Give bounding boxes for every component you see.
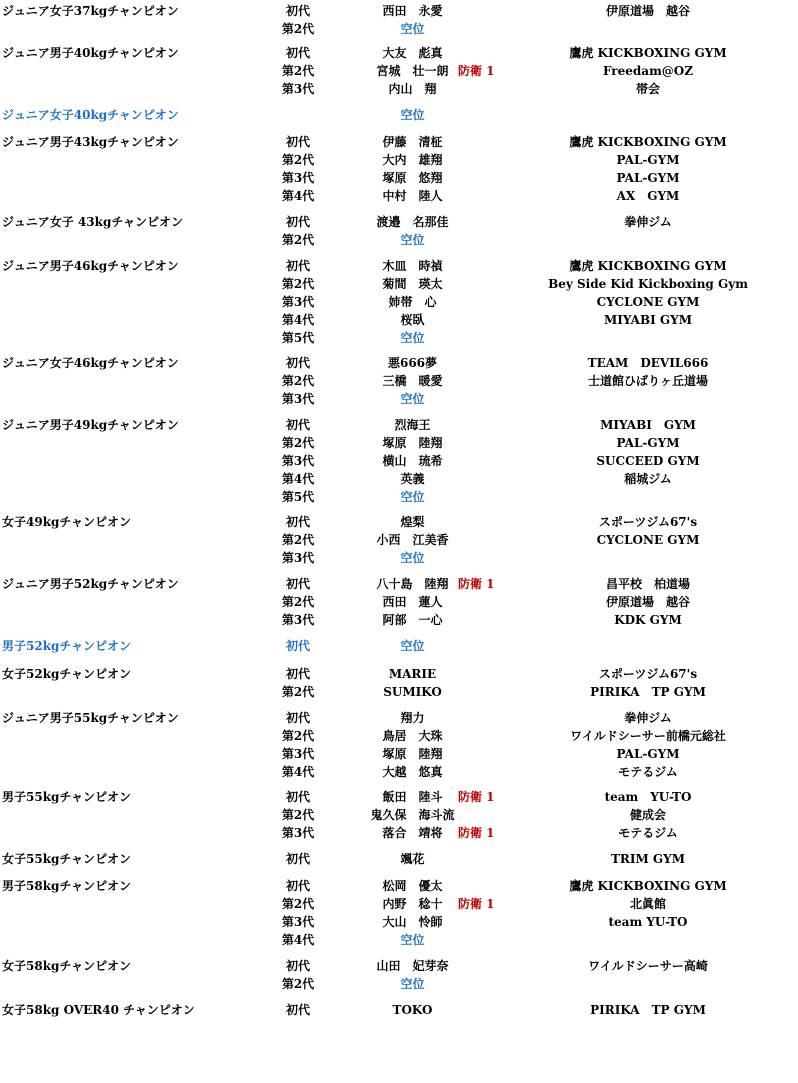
champion-name: 西田 永愛: [382, 4, 443, 18]
champion-name: 悪666夢: [387, 356, 438, 370]
champion-name: 飯田 陸斗: [382, 790, 443, 804]
champion-name: 英義: [400, 472, 425, 486]
gym-name: PAL-GYM: [616, 436, 680, 450]
gym-name: 鷹虎 KICKBOXING GYM: [569, 879, 727, 893]
generation-label: 第3代: [281, 171, 315, 185]
gym-name: 健成会: [629, 808, 666, 822]
champion-row: [0, 806, 798, 824]
division-title: ジュニア男子40kgチャンピオン: [2, 46, 179, 60]
gym-name: モテるジム: [618, 826, 678, 840]
gym-name: Bey Side Kid Kickboxing Gym: [548, 277, 748, 291]
champion-row: [0, 895, 798, 913]
division-block: [0, 257, 798, 347]
division-block: [0, 213, 798, 249]
division-block: [0, 637, 798, 655]
generation-label: 第4代: [281, 313, 315, 327]
generation-label: 第2代: [281, 808, 315, 822]
champion-name: 小西 江美香: [376, 533, 449, 547]
generation-label: 初代: [285, 790, 310, 804]
gym-name: team YU-TO: [604, 790, 692, 804]
champion-name: 颯花: [400, 852, 425, 866]
division-title: 男子52kgチャンピオン: [2, 639, 132, 653]
division-title: 女子58kg OVER40 チャンピオン: [2, 1003, 195, 1017]
champion-row: [0, 44, 798, 62]
champion-row: [0, 213, 798, 231]
generation-label: 初代: [285, 959, 310, 973]
vacant-label: 空位: [400, 639, 425, 653]
gym-name: 鷹虎 KICKBOXING GYM: [569, 46, 727, 60]
generation-label: 第2代: [281, 685, 315, 699]
champion-row: [0, 683, 798, 701]
generation-label: 第3代: [281, 454, 315, 468]
division-block: [0, 44, 798, 98]
division-title: ジュニア女子46kgチャンピオン: [2, 356, 179, 370]
gym-name: スポーツジム67's: [598, 667, 698, 681]
defense-count: 防衛 1: [458, 577, 495, 591]
generation-label: 初代: [285, 667, 310, 681]
gym-name: PAL-GYM: [616, 747, 680, 761]
division-block: [0, 513, 798, 567]
defense-count: 防衛 1: [458, 826, 495, 840]
generation-label: 第2代: [281, 436, 315, 450]
division-block: [0, 788, 798, 842]
generation-label: 第2代: [281, 22, 315, 36]
division-block: [0, 2, 798, 38]
division-title: 女子52kgチャンピオン: [2, 667, 132, 681]
champion-name: 煌梨: [400, 515, 425, 529]
champion-name: 鳥居 大珠: [382, 729, 443, 743]
division-block: [0, 957, 798, 993]
champion-row: [0, 169, 798, 187]
gym-name: 伊原道場 越谷: [605, 595, 690, 609]
champion-name: 松岡 優太: [382, 879, 443, 893]
generation-label: 第2代: [281, 729, 315, 743]
champion-name: 塚原 陸翔: [382, 747, 443, 761]
generation-label: 第3代: [281, 295, 315, 309]
defense-count: 防衛 1: [458, 790, 495, 804]
generation-label: 第2代: [281, 277, 315, 291]
division-block: [0, 133, 798, 205]
division-title: 女子49kgチャンピオン: [2, 515, 132, 529]
vacant-label: 空位: [400, 331, 425, 345]
gym-name: 拳伸ジム: [624, 711, 672, 725]
champion-row: [0, 416, 798, 434]
generation-label: 初代: [285, 515, 310, 529]
generation-label: 第2代: [281, 233, 315, 247]
champion-row: [0, 354, 798, 372]
generation-label: 第3代: [281, 551, 315, 565]
champion-row: [0, 824, 798, 842]
generation-label: 第4代: [281, 765, 315, 779]
champion-row: [0, 637, 798, 655]
champion-row: [0, 470, 798, 488]
division-block: [0, 665, 798, 701]
champion-name: 大内 雄翔: [382, 153, 443, 167]
champion-row: [0, 575, 798, 593]
gym-name: TEAM DEVIL666: [587, 356, 709, 370]
defense-count: 防衛 1: [458, 897, 495, 911]
generation-label: 第5代: [281, 490, 315, 504]
champion-name: 大友 彪真: [382, 46, 443, 60]
generation-label: 初代: [285, 711, 310, 725]
generation-label: 第2代: [281, 595, 315, 609]
champion-row: [0, 106, 798, 124]
gym-name: 北眞館: [629, 897, 666, 911]
champion-row: [0, 709, 798, 727]
division-block: [0, 106, 798, 124]
champion-name: 烈海王: [394, 418, 431, 432]
generation-label: 第3代: [281, 613, 315, 627]
division-block: [0, 354, 798, 408]
champion-row: [0, 913, 798, 931]
champion-name: 桜臥: [400, 313, 425, 327]
gym-name: ワイルドシーサー高崎: [588, 959, 708, 973]
champion-row: [0, 311, 798, 329]
vacant-label: 空位: [400, 233, 425, 247]
champion-row: [0, 763, 798, 781]
vacant-label: 空位: [400, 108, 425, 122]
champion-name: 西田 蓮人: [382, 595, 443, 609]
gym-name: モテるジム: [618, 765, 678, 779]
champion-name: 伊藤 清柾: [382, 135, 443, 149]
generation-label: 第3代: [281, 747, 315, 761]
division-title: ジュニア男子55kgチャンピオン: [2, 711, 179, 725]
gym-name: 拳伸ジム: [624, 215, 672, 229]
champion-row: [0, 434, 798, 452]
generation-label: 初代: [285, 418, 310, 432]
generation-label: 初代: [285, 4, 310, 18]
generation-label: 第2代: [281, 897, 315, 911]
champion-name: 横山 琉希: [382, 454, 443, 468]
champion-row: [0, 390, 798, 408]
generation-label: 初代: [285, 879, 310, 893]
champion-row: [0, 1001, 798, 1019]
generation-label: 第2代: [281, 533, 315, 547]
champion-name: SUMIKO: [383, 685, 442, 699]
generation-label: 第3代: [281, 392, 315, 406]
champion-name: 大越 悠真: [382, 765, 443, 779]
gym-name: team YU-TO: [608, 915, 688, 929]
champion-name: 内野 稔十: [382, 897, 443, 911]
champion-row: [0, 151, 798, 169]
division-block: [0, 709, 798, 781]
champion-name: 塚原 陸翔: [382, 436, 443, 450]
division-title: 女子58kgチャンピオン: [2, 959, 132, 973]
generation-label: 第3代: [281, 82, 315, 96]
vacant-label: 空位: [400, 977, 425, 991]
champion-row: [0, 452, 798, 470]
generation-label: 初代: [285, 1003, 310, 1017]
gym-name: ワイルドシーサー前橋元総社: [570, 729, 726, 743]
champion-row: [0, 549, 798, 567]
champion-row: [0, 133, 798, 151]
generation-label: 第5代: [281, 331, 315, 345]
gym-name: KDK GYM: [614, 613, 682, 627]
gym-name: 昌平校 柏道場: [605, 577, 690, 591]
champion-row: [0, 611, 798, 629]
champion-row: [0, 187, 798, 205]
gym-name: 伊原道場 越谷: [605, 4, 690, 18]
division-title: ジュニア女子37kgチャンピオン: [2, 4, 179, 18]
division-title: 女子55kgチャンピオン: [2, 852, 132, 866]
gym-name: CYCLONE GYM: [596, 295, 700, 309]
vacant-label: 空位: [400, 551, 425, 565]
champion-name: 渡邉 名那佳: [376, 215, 449, 229]
gym-name: PAL-GYM: [616, 171, 680, 185]
champion-row: [0, 231, 798, 249]
champion-row: [0, 745, 798, 763]
champion-name: 阿部 一心: [382, 613, 443, 627]
division-title: ジュニア男子43kgチャンピオン: [2, 135, 179, 149]
division-title: ジュニア男子46kgチャンピオン: [2, 259, 179, 273]
generation-label: 第4代: [281, 189, 315, 203]
gym-name: AX GYM: [616, 189, 680, 203]
champion-name: 翔力: [400, 711, 425, 725]
gym-name: PIRIKA TP GYM: [590, 1003, 706, 1017]
gym-name: MIYABI GYM: [600, 418, 696, 432]
champion-name: 三橋 暖愛: [382, 374, 443, 388]
division-block: [0, 877, 798, 949]
generation-label: 初代: [285, 135, 310, 149]
gym-name: SUCCEED GYM: [596, 454, 700, 468]
champion-name: 宮城 壮一朗: [376, 64, 449, 78]
champion-row: [0, 329, 798, 347]
gym-name: スポーツジム67's: [598, 515, 698, 529]
vacant-label: 空位: [400, 392, 425, 406]
champion-row: [0, 727, 798, 745]
champion-name: 落合 靖将: [382, 826, 443, 840]
division-title: 男子58kgチャンピオン: [2, 879, 132, 893]
champion-name: 塚原 悠翔: [382, 171, 443, 185]
division-title: ジュニア男子49kgチャンピオン: [2, 418, 179, 432]
champion-name: 姉帯 心: [388, 295, 437, 309]
champion-row: [0, 372, 798, 390]
champion-row: [0, 877, 798, 895]
generation-label: 初代: [285, 577, 310, 591]
vacant-label: 空位: [400, 490, 425, 504]
champion-name: 中村 陸人: [382, 189, 443, 203]
gym-name: 稲城ジム: [624, 472, 672, 486]
champion-row: [0, 788, 798, 806]
champion-name: 内山 翔: [388, 82, 437, 96]
champion-row: [0, 513, 798, 531]
champion-row: [0, 275, 798, 293]
champion-row: [0, 20, 798, 38]
champion-name: TOKO: [392, 1003, 433, 1017]
generation-label: 初代: [285, 356, 310, 370]
champion-name: 菊間 瑛太: [382, 277, 443, 291]
generation-label: 第2代: [281, 153, 315, 167]
champion-name: 山田 妃芽奈: [376, 959, 449, 973]
division-title: ジュニア女子40kgチャンピオン: [2, 108, 179, 122]
gym-name: 鷹虎 KICKBOXING GYM: [569, 135, 727, 149]
defense-count: 防衛 1: [458, 64, 495, 78]
generation-label: 初代: [285, 259, 310, 273]
champion-name: 大山 怜師: [382, 915, 443, 929]
champion-row: [0, 257, 798, 275]
generation-label: 第3代: [281, 915, 315, 929]
champion-name: MARIE: [388, 667, 437, 681]
generation-label: 初代: [285, 215, 310, 229]
generation-label: 初代: [285, 46, 310, 60]
division-title: 男子55kgチャンピオン: [2, 790, 132, 804]
gym-name: TRIM GYM: [610, 852, 686, 866]
champion-row: [0, 665, 798, 683]
division-title: ジュニア女子 43kgチャンピオン: [2, 215, 183, 229]
division-block: [0, 850, 798, 868]
generation-label: 第2代: [281, 64, 315, 78]
gym-name: MIYABI GYM: [603, 313, 693, 327]
champion-row: [0, 975, 798, 993]
generation-label: 第2代: [281, 977, 315, 991]
gym-name: Freedam@OZ: [603, 64, 693, 78]
generation-label: 第3代: [281, 826, 315, 840]
gym-name: 鷹虎 KICKBOXING GYM: [569, 259, 727, 273]
champion-row: [0, 293, 798, 311]
generation-label: 初代: [285, 852, 310, 866]
champion-row: [0, 593, 798, 611]
division-title: ジュニア男子52kgチャンピオン: [2, 577, 179, 591]
champion-name: 八十島 陸翔: [376, 577, 449, 591]
champion-row: [0, 488, 798, 506]
generation-label: 第4代: [281, 472, 315, 486]
generation-label: 第4代: [281, 933, 315, 947]
gym-name: 帯会: [635, 82, 660, 96]
champion-row: [0, 931, 798, 949]
champion-name: 木皿 時禎: [382, 259, 443, 273]
gym-name: CYCLONE GYM: [596, 533, 700, 547]
champion-row: [0, 62, 798, 80]
champion-name: 鬼久保 海斗流: [370, 808, 455, 822]
generation-label: 初代: [285, 639, 310, 653]
champion-row: [0, 531, 798, 549]
champion-row: [0, 80, 798, 98]
vacant-label: 空位: [400, 933, 425, 947]
division-block: [0, 416, 798, 506]
champion-row: [0, 2, 798, 20]
champion-row: [0, 957, 798, 975]
division-block: [0, 1001, 798, 1019]
gym-name: 士道館ひばりヶ丘道場: [587, 374, 708, 388]
generation-label: 第2代: [281, 374, 315, 388]
division-block: [0, 575, 798, 629]
gym-name: PAL-GYM: [616, 153, 680, 167]
gym-name: PIRIKA TP GYM: [590, 685, 706, 699]
vacant-label: 空位: [400, 22, 425, 36]
champion-row: [0, 850, 798, 868]
